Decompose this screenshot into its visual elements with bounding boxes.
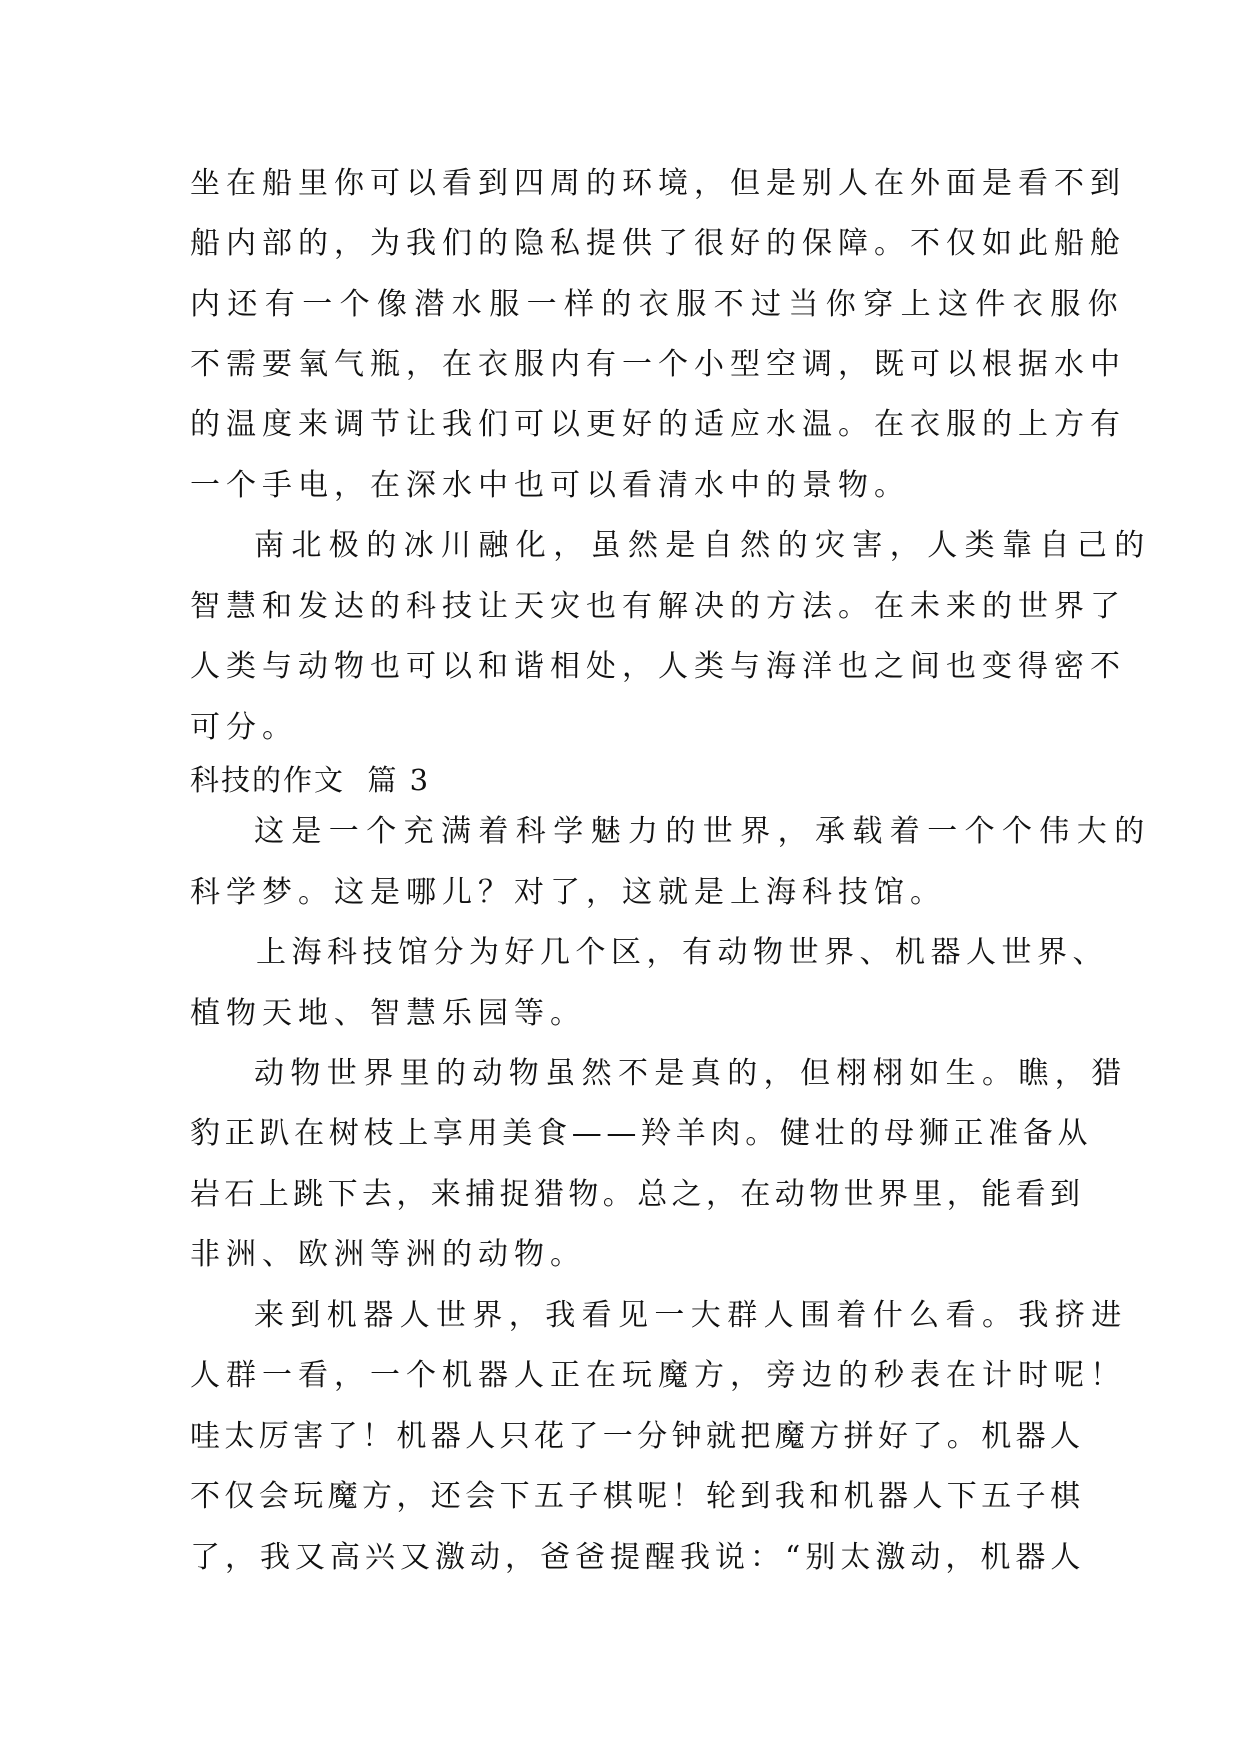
section-heading: 科技的作文 篇 3 bbox=[190, 763, 431, 797]
paragraph-line: 船内部的，为我们的隐私提供了很好的保障。不仅如此船舱 bbox=[190, 226, 1126, 261]
paragraph-line: 人类与动物也可以和谐相处，人类与海洋也之间也变得密不 bbox=[190, 649, 1126, 684]
paragraph-line: 可分。 bbox=[190, 710, 298, 745]
paragraph-line: 科学梦。这是哪儿？对了，这就是上海科技馆。 bbox=[190, 875, 946, 910]
paragraph-line: 上海科技馆分为好几个区，有动物世界、机器人世界、 bbox=[256, 935, 1108, 970]
paragraph-line: 内还有一个像潜水服一样的衣服不过当你穿上这件衣服你 bbox=[190, 287, 1125, 322]
paragraph-line: 豹正趴在树枝上享用美食——羚羊肉。健壮的母狮正准备从 bbox=[190, 1116, 1093, 1151]
paragraph-line: 了，我又高兴又激动，爸爸提醒我说：“别太激动，机器人 bbox=[190, 1540, 1086, 1575]
paragraph-line: 人群一看，一个机器人正在玩魔方，旁边的秒表在计时呢！ bbox=[190, 1358, 1126, 1393]
paragraph-line: 哇太厉害了！机器人只花了一分钟就把魔方拼好了。机器人 bbox=[190, 1419, 1085, 1454]
paragraph-line: 植物天地、智慧乐园等。 bbox=[190, 996, 586, 1031]
paragraph-line: 坐在船里你可以看到四周的环境，但是别人在外面是看不到 bbox=[190, 166, 1126, 201]
paragraph-line: 南北极的冰川融化，虽然是自然的灾害，人类靠自己的 bbox=[254, 528, 1152, 563]
paragraph-line: 的温度来调节让我们可以更好的适应水温。在衣服的上方有 bbox=[190, 407, 1126, 442]
paragraph-line: 动物世界里的动物虽然不是真的，但栩栩如生。瞧，猎 bbox=[254, 1056, 1128, 1091]
paragraph-line: 这是一个充满着科学魅力的世界，承载着一个个伟大的 bbox=[254, 814, 1152, 849]
paragraph-line: 一个手电，在深水中也可以看清水中的景物。 bbox=[190, 468, 910, 503]
paragraph-line: 岩石上跳下去，来捕捉猎物。总之，在动物世界里，能看到 bbox=[190, 1177, 1085, 1212]
paragraph-line: 不仅会玩魔方，还会下五子棋呢！轮到我和机器人下五子棋 bbox=[190, 1479, 1085, 1514]
paragraph-line: 智慧和发达的科技让天灾也有解决的方法。在未来的世界了 bbox=[190, 589, 1126, 624]
paragraph-line: 不需要氧气瓶，在衣服内有一个小型空调，既可以根据水中 bbox=[190, 347, 1126, 382]
paragraph-line: 来到机器人世界，我看见一大群人围着什么看。我挤进 bbox=[254, 1298, 1128, 1333]
paragraph-line: 非洲、欧洲等洲的动物。 bbox=[190, 1237, 586, 1272]
